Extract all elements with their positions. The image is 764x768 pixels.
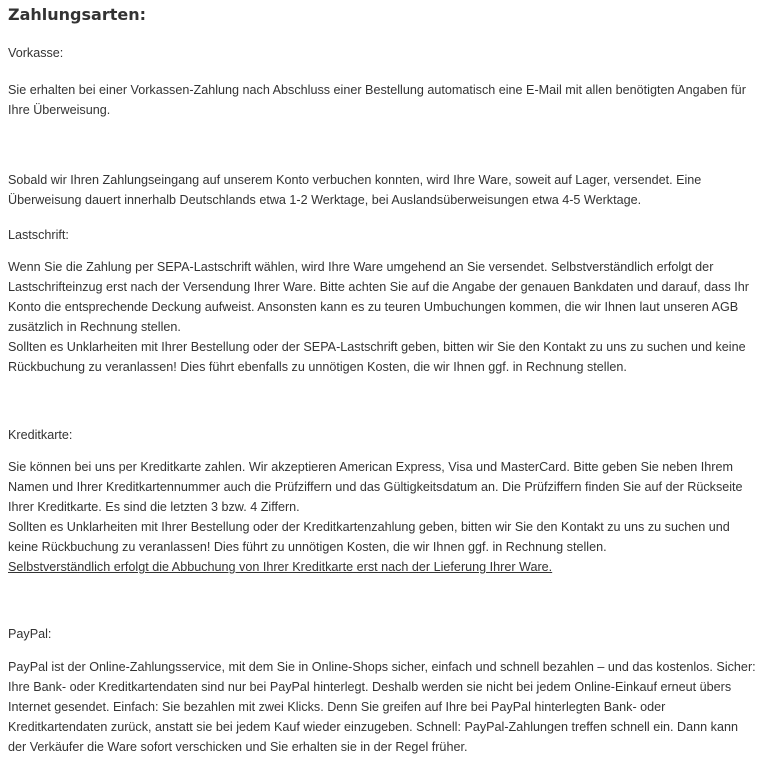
vorkasse-paragraph-2: Sobald wir Ihren Zahlungseingang auf unserem Konto verbuchen konnten, wird Ihre Ware, soweit auf Lager, versendet. Eine Überweisung dauert innerhalb Deutschlands etwa 1-2 Werktage, bei Auslandsüberweisungen etwa 4-5 Werktage.	[8, 173, 702, 207]
paypal-paragraph-1: PayPal ist der Online-Zahlungsservice, mit dem Sie in Online-Shops sicher, einfach und schnell bezahlen – und das kostenlos. Sicher: Ihre Bank- oder Kreditkartendaten sind nur bei PayPal hinterlegt. Deshalb werden sie nicht bei jedem Online-Einkauf erneut übers Internet gesendet. Einfach: Sie bezahlen mit zwei Klicks. Denn Sie greifen auf Ihre bei PayPal hinterlegten Bank- oder Kreditkartendaten zurück, anstatt sie bei jedem Kauf wieder einzugeben. Schnell: PayPal-Zahlungen treffen schnell ein. Dann kann der Verkäufer die Ware sofort verschicken und Sie erhalten sie in der Regel früher.	[8, 660, 756, 754]
kreditkarte-paragraph-1: Sie können bei uns per Kreditkarte zahlen. Wir akzeptieren American Express, Visa und MasterCard. Bitte geben Sie neben Ihrem Namen und Ihrer Kreditkartennummer auch die Prüfziffern und das Gültigkeitsdatum an. Die Prüfziffern finden Sie auf der Rückseite Ihrer Kreditkarte. Es sind die letzten 3 bzw. 4 Ziffern.	[8, 460, 743, 514]
paypal-heading: PayPal:	[8, 627, 52, 641]
kreditkarte-heading: Kreditkarte:	[8, 428, 73, 442]
lastschrift-paragraph-1: Wenn Sie die Zahlung per SEPA-Lastschrift wählen, wird Ihre Ware umgehend an Sie versendet. Selbstverständlich erfolgt der Lastschrifteinzug erst nach der Versendung Ihrer Ware. Bitte achten Sie auf die Angabe der genauen Bankdaten und darauf, dass Ihr Konto die entsprechende Deckung aufweist. Ansonsten kann es zu teuren Umbuchungen kommen, die wir Ihnen laut unseren AGB zusätzlich in Rechnung stellen.	[8, 260, 749, 334]
vorkasse-heading: Vorkasse:	[8, 46, 64, 60]
vorkasse-paragraph-1: Sie erhalten bei einer Vorkassen-Zahlung nach Abschluss einer Bestellung automatisch eine E-Mail mit allen benötigten Angaben für Ihre Überweisung.	[8, 83, 746, 117]
lastschrift-heading: Lastschrift:	[8, 228, 69, 242]
kreditkarte-paragraph-3: Selbstverständlich erfolgt die Abbuchung von Ihrer Kreditkarte erst nach der Lieferung Ihrer Ware.	[8, 560, 553, 574]
page-title: Zahlungsarten:	[8, 5, 147, 24]
kreditkarte-paragraph-2: Sollten es Unklarheiten mit Ihrer Bestellung oder der Kreditkartenzahlung geben, bitten wir Sie den Kontakt zu uns zu suchen und keine Rückbuchung zu veranlassen! Dies führt zu unnötigen Kosten, die wir Ihnen ggf. in Rechnung stellen.	[8, 520, 730, 554]
lastschrift-paragraph-2: Sollten es Unklarheiten mit Ihrer Bestellung oder der SEPA-Lastschrift geben, bitten wir Sie den Kontakt zu uns zu suchen und keine Rückbuchung zu veranlassen! Dies führt ebenfalls zu unnötigen Kosten, die wir Ihnen ggf. in Rechnung stellen.	[8, 340, 746, 374]
